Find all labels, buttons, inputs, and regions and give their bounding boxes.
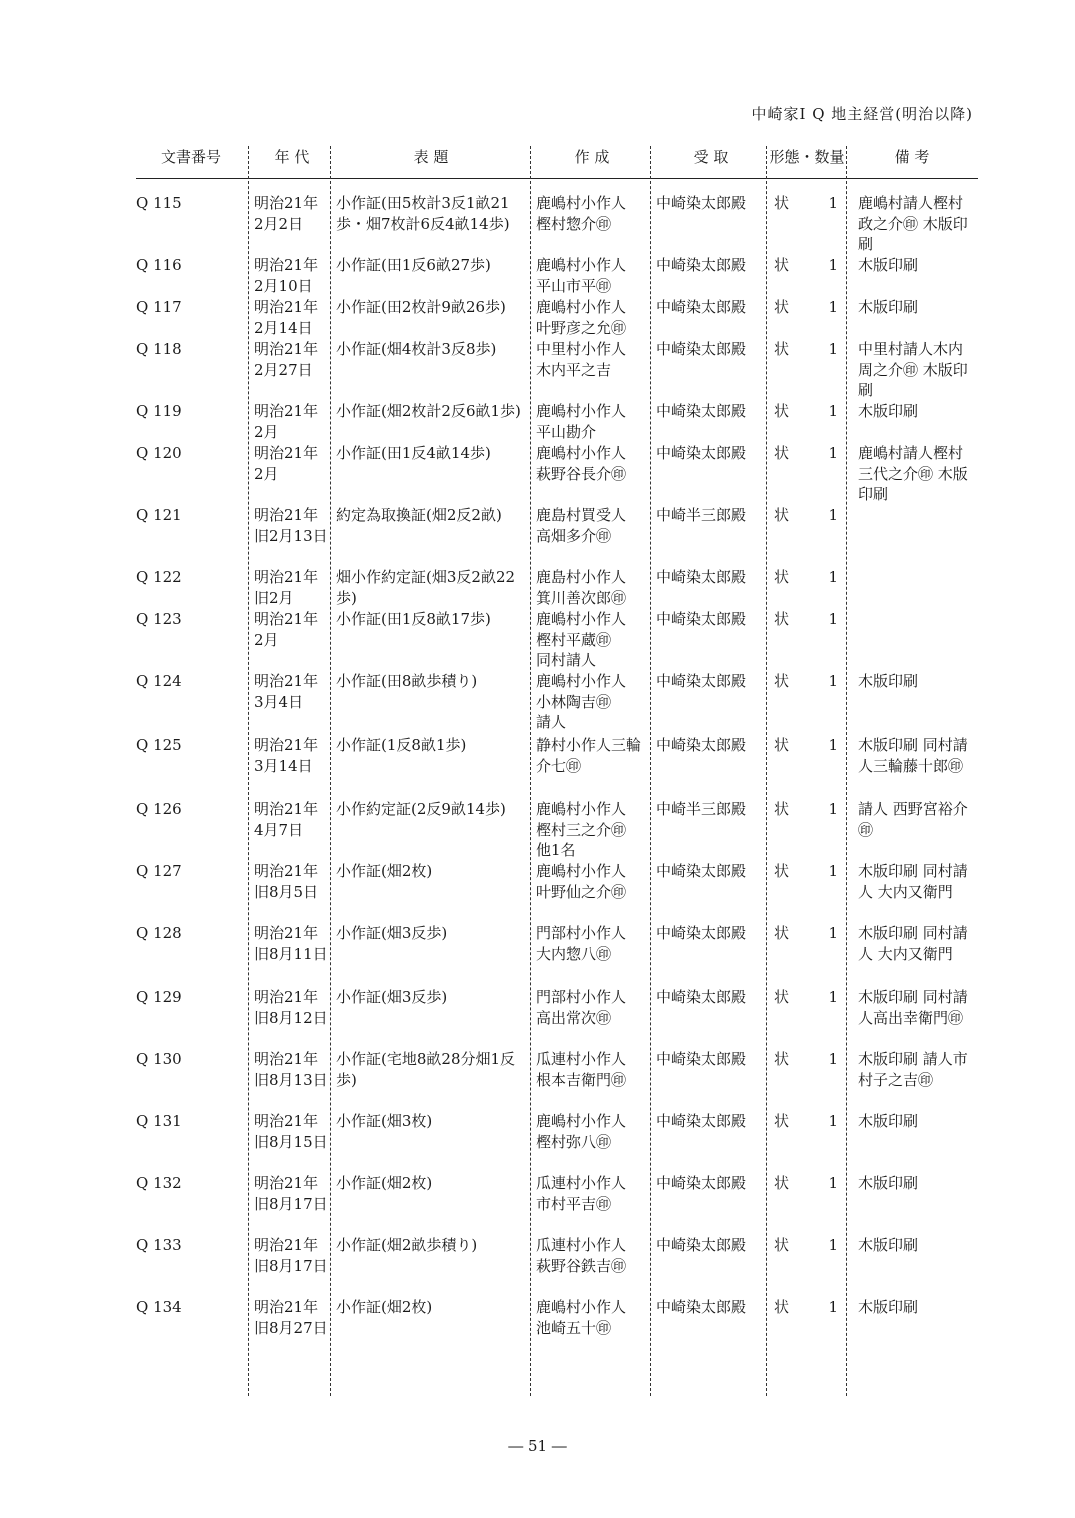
cell-form: 状 bbox=[774, 1174, 790, 1192]
cell-qty: 1 bbox=[828, 402, 838, 420]
cell-note: 鹿嶋村請人樫村政之介㊞ 木版印刷 bbox=[858, 194, 968, 253]
cell-year: 明治21年 2月27日 bbox=[254, 340, 319, 379]
cell-maker: 瓜連村小作人 根本吉衛門㊞ bbox=[536, 1050, 627, 1089]
cell-form: 状 bbox=[774, 444, 790, 462]
cell-maker: 中里村小作人 木内平之吉 bbox=[536, 340, 627, 379]
cell-qty: 1 bbox=[828, 194, 838, 212]
cell-title: 小作証(畑3反歩) bbox=[336, 924, 448, 942]
cell-year: 明治21年 2月10日 bbox=[254, 256, 319, 295]
cell-note: 木版印刷 同村請人 大内又衛門 bbox=[858, 924, 968, 963]
column-divider bbox=[650, 146, 651, 1396]
cell-maker: 鹿嶋村小作人 樫村弥八㊞ bbox=[536, 1112, 627, 1151]
cell-year: 明治21年 3月4日 bbox=[254, 672, 319, 711]
cell-recv: 中崎染太郎殿 bbox=[656, 1112, 747, 1130]
cell-year: 明治21年 旧8月11日 bbox=[254, 924, 328, 963]
column-divider bbox=[330, 146, 331, 1396]
cell-title: 小作証(畑2畝歩積り) bbox=[336, 1236, 478, 1254]
cell-year: 明治21年 旧8月5日 bbox=[254, 862, 319, 901]
cell-note: 木版印刷 bbox=[858, 1112, 919, 1130]
cell-title: 小作証(田8畝歩積り) bbox=[336, 672, 478, 690]
column-header-notes: 備 考 bbox=[894, 148, 930, 166]
cell-maker: 静村小作人三輪介七㊞ bbox=[536, 736, 642, 775]
cell-recv: 中崎半三郎殿 bbox=[656, 800, 747, 818]
cell-qty: 1 bbox=[828, 256, 838, 274]
cell-year: 明治21年 旧8月27日 bbox=[254, 1298, 328, 1337]
cell-form: 状 bbox=[774, 1112, 790, 1130]
cell-id: Q 119 bbox=[136, 402, 182, 420]
cell-maker: 鹿嶋村小作人 叶野彦之允㊞ bbox=[536, 298, 627, 337]
cell-title: 小作証(田2枚計9畝26歩) bbox=[336, 298, 506, 316]
cell-qty: 1 bbox=[828, 444, 838, 462]
cell-id: Q 117 bbox=[136, 298, 182, 316]
cell-recv: 中崎染太郎殿 bbox=[656, 1236, 747, 1254]
cell-id: Q 129 bbox=[136, 988, 182, 1006]
cell-qty: 1 bbox=[828, 1050, 838, 1068]
cell-year: 明治21年 2月 bbox=[254, 610, 319, 649]
column-divider bbox=[766, 146, 767, 1396]
cell-form: 状 bbox=[774, 298, 790, 316]
cell-note: 木版印刷 bbox=[858, 1298, 919, 1316]
cell-qty: 1 bbox=[828, 862, 838, 880]
cell-maker: 鹿嶋村小作人 平山市平㊞ bbox=[536, 256, 627, 295]
cell-year: 明治21年 4月7日 bbox=[254, 800, 319, 839]
cell-form: 状 bbox=[774, 402, 790, 420]
cell-note: 木版印刷 bbox=[858, 256, 919, 274]
cell-recv: 中崎染太郎殿 bbox=[656, 340, 747, 358]
cell-qty: 1 bbox=[828, 340, 838, 358]
cell-year: 明治21年 旧8月13日 bbox=[254, 1050, 328, 1089]
cell-note: 木版印刷 bbox=[858, 672, 919, 690]
cell-year: 明治21年 2月14日 bbox=[254, 298, 319, 337]
cell-id: Q 130 bbox=[136, 1050, 182, 1068]
cell-form: 状 bbox=[774, 736, 790, 754]
cell-form: 状 bbox=[774, 568, 790, 586]
cell-title: 小作証(畑2枚計2反6畝1歩) bbox=[336, 402, 521, 420]
cell-form: 状 bbox=[774, 924, 790, 942]
cell-recv: 中崎染太郎殿 bbox=[656, 298, 747, 316]
cell-form: 状 bbox=[774, 862, 790, 880]
cell-maker: 鹿嶋村小作人 萩野谷長介㊞ bbox=[536, 444, 627, 483]
cell-qty: 1 bbox=[828, 506, 838, 524]
cell-maker: 鹿嶋村小作人 小林陶吉㊞ 請人 bbox=[536, 672, 627, 731]
cell-recv: 中崎染太郎殿 bbox=[656, 402, 747, 420]
cell-note: 請人 西野宮裕介㊞ bbox=[858, 800, 968, 839]
column-header-form-qty: 形態・数量 bbox=[769, 148, 845, 166]
cell-maker: 鹿嶋村小作人 樫村三之介㊞ 他1名 bbox=[536, 800, 627, 859]
cell-note: 木版印刷 bbox=[858, 402, 919, 420]
cell-note: 木版印刷 bbox=[858, 298, 919, 316]
cell-year: 明治21年 旧8月17日 bbox=[254, 1236, 328, 1275]
cell-qty: 1 bbox=[828, 672, 838, 690]
document-table bbox=[136, 142, 978, 1337]
cell-qty: 1 bbox=[828, 924, 838, 942]
cell-qty: 1 bbox=[828, 1174, 838, 1192]
cell-id: Q 115 bbox=[136, 194, 182, 212]
cell-recv: 中崎半三郎殿 bbox=[656, 506, 747, 524]
cell-form: 状 bbox=[774, 1236, 790, 1254]
cell-id: Q 121 bbox=[136, 506, 182, 524]
cell-year: 明治21年 旧2月 bbox=[254, 568, 319, 607]
cell-title: 畑小作約定証(畑3反2畝22歩) bbox=[336, 568, 516, 607]
page-number: ― 51 ― bbox=[508, 1437, 567, 1455]
column-header-doc-number: 文書番号 bbox=[160, 148, 221, 166]
cell-title: 小作証(田5枚計3反1畝21歩・畑7枚計6反4畝14歩) bbox=[336, 194, 510, 233]
cell-maker: 門部村小作人 大内惣八㊞ bbox=[536, 924, 627, 963]
column-divider bbox=[248, 146, 249, 1396]
cell-id: Q 123 bbox=[136, 610, 182, 628]
cell-form: 状 bbox=[774, 1050, 790, 1068]
cell-title: 小作約定証(2反9畝14歩) bbox=[336, 800, 506, 818]
cell-title: 小作証(畑3枚) bbox=[336, 1112, 433, 1130]
cell-maker: 鹿嶋村小作人 叶野仙之介㊞ bbox=[536, 862, 627, 901]
cell-recv: 中崎染太郎殿 bbox=[656, 736, 747, 754]
cell-id: Q 120 bbox=[136, 444, 182, 462]
cell-title: 約定為取換証(畑2反2畝) bbox=[336, 506, 502, 524]
cell-id: Q 124 bbox=[136, 672, 182, 690]
cell-form: 状 bbox=[774, 340, 790, 358]
cell-year: 明治21年 3月14日 bbox=[254, 736, 319, 775]
cell-qty: 1 bbox=[828, 1236, 838, 1254]
cell-note: 中里村請人木内周之介㊞ 木版印刷 bbox=[858, 340, 968, 399]
column-divider bbox=[530, 146, 531, 1396]
column-divider bbox=[846, 146, 847, 1396]
cell-recv: 中崎染太郎殿 bbox=[656, 672, 747, 690]
cell-title: 小作証(宅地8畝28分畑1反歩) bbox=[336, 1050, 516, 1089]
cell-title: 小作証(畑4枚計3反8歩) bbox=[336, 340, 497, 358]
cell-id: Q 128 bbox=[136, 924, 182, 942]
cell-title: 小作証(畑2枚) bbox=[336, 1174, 433, 1192]
cell-title: 小作証(田1反4畝14歩) bbox=[336, 444, 491, 462]
cell-recv: 中崎染太郎殿 bbox=[656, 1298, 747, 1316]
cell-recv: 中崎染太郎殿 bbox=[656, 1174, 747, 1192]
cell-year: 明治21年 2月 bbox=[254, 444, 319, 483]
cell-qty: 1 bbox=[828, 1298, 838, 1316]
cell-qty: 1 bbox=[828, 736, 838, 754]
cell-title: 小作証(畑3反歩) bbox=[336, 988, 448, 1006]
cell-recv: 中崎染太郎殿 bbox=[656, 924, 747, 942]
cell-maker: 瓜連村小作人 萩野谷鉄吉㊞ bbox=[536, 1236, 627, 1275]
cell-id: Q 122 bbox=[136, 568, 182, 586]
cell-recv: 中崎染太郎殿 bbox=[656, 610, 747, 628]
cell-form: 状 bbox=[774, 506, 790, 524]
page-header-title: 中崎家Ⅰ Q 地主経営(明治以降) bbox=[751, 105, 973, 123]
cell-qty: 1 bbox=[828, 988, 838, 1006]
cell-id: Q 132 bbox=[136, 1174, 182, 1192]
cell-form: 状 bbox=[774, 1298, 790, 1316]
cell-title: 小作証(田1反6畝27歩) bbox=[336, 256, 491, 274]
cell-recv: 中崎染太郎殿 bbox=[656, 194, 747, 212]
cell-maker: 鹿嶋村小作人 平山勘介 bbox=[536, 402, 627, 441]
cell-form: 状 bbox=[774, 256, 790, 274]
cell-title: 小作証(畑2枚) bbox=[336, 1298, 433, 1316]
cell-title: 小作証(田1反8畝17歩) bbox=[336, 610, 491, 628]
column-header-date: 年 代 bbox=[274, 148, 310, 166]
cell-recv: 中崎染太郎殿 bbox=[656, 256, 747, 274]
cell-recv: 中崎染太郎殿 bbox=[656, 862, 747, 880]
cell-qty: 1 bbox=[828, 298, 838, 316]
cell-recv: 中崎染太郎殿 bbox=[656, 444, 747, 462]
cell-maker: 鹿嶋村小作人 池崎五十㊞ bbox=[536, 1298, 627, 1337]
cell-form: 状 bbox=[774, 672, 790, 690]
cell-year: 明治21年 旧8月17日 bbox=[254, 1174, 328, 1213]
cell-maker: 鹿嶋村小作人 樫村平蔵㊞ 同村請人 bbox=[536, 610, 627, 669]
column-header-author: 作 成 bbox=[574, 148, 610, 166]
cell-id: Q 118 bbox=[136, 340, 182, 358]
cell-qty: 1 bbox=[828, 568, 838, 586]
cell-note: 木版印刷 同村請人 大内又衛門 bbox=[858, 862, 968, 901]
cell-maker: 鹿嶋村小作人 樫村惣介㊞ bbox=[536, 194, 627, 233]
cell-note: 木版印刷 同村請人三輪藤十郎㊞ bbox=[858, 736, 968, 775]
cell-note: 木版印刷 請人市村子之吉㊞ bbox=[858, 1050, 968, 1089]
cell-note: 木版印刷 同村請人高出幸衛門㊞ bbox=[858, 988, 968, 1027]
cell-title: 小作証(畑2枚) bbox=[336, 862, 433, 880]
cell-id: Q 127 bbox=[136, 862, 182, 880]
cell-note: 木版印刷 bbox=[858, 1236, 919, 1254]
cell-year: 明治21年 2月2日 bbox=[254, 194, 319, 233]
cell-maker: 瓜連村小作人 市村平吉㊞ bbox=[536, 1174, 627, 1213]
table-header bbox=[136, 142, 978, 179]
cell-qty: 1 bbox=[828, 1112, 838, 1130]
cell-recv: 中崎染太郎殿 bbox=[656, 568, 747, 586]
cell-title: 小作証(1反8畝1歩) bbox=[336, 736, 467, 754]
cell-form: 状 bbox=[774, 988, 790, 1006]
cell-note: 木版印刷 bbox=[858, 1174, 919, 1192]
cell-form: 状 bbox=[774, 800, 790, 818]
cell-form: 状 bbox=[774, 610, 790, 628]
cell-year: 明治21年 旧8月12日 bbox=[254, 988, 328, 1027]
cell-qty: 1 bbox=[828, 610, 838, 628]
cell-recv: 中崎染太郎殿 bbox=[656, 988, 747, 1006]
cell-recv: 中崎染太郎殿 bbox=[656, 1050, 747, 1068]
column-header-recipient: 受 取 bbox=[693, 148, 729, 166]
cell-note: 鹿嶋村請人樫村三代之介㊞ 木版印刷 bbox=[858, 444, 968, 503]
cell-maker: 鹿島村小作人 箕川善次郎㊞ bbox=[536, 568, 627, 607]
cell-year: 明治21年 旧8月15日 bbox=[254, 1112, 328, 1151]
cell-id: Q 134 bbox=[136, 1298, 182, 1316]
cell-maker: 鹿島村買受人 高畑多介㊞ bbox=[536, 506, 627, 545]
cell-id: Q 131 bbox=[136, 1112, 182, 1130]
cell-year: 明治21年 旧2月13日 bbox=[254, 506, 328, 545]
cell-maker: 門部村小作人 高出常次㊞ bbox=[536, 988, 627, 1027]
cell-year: 明治21年 2月 bbox=[254, 402, 319, 441]
cell-id: Q 133 bbox=[136, 1236, 182, 1254]
column-header-title: 表 題 bbox=[413, 148, 449, 166]
cell-form: 状 bbox=[774, 194, 790, 212]
cell-id: Q 126 bbox=[136, 800, 182, 818]
cell-id: Q 125 bbox=[136, 736, 182, 754]
cell-qty: 1 bbox=[828, 800, 838, 818]
cell-id: Q 116 bbox=[136, 256, 182, 274]
